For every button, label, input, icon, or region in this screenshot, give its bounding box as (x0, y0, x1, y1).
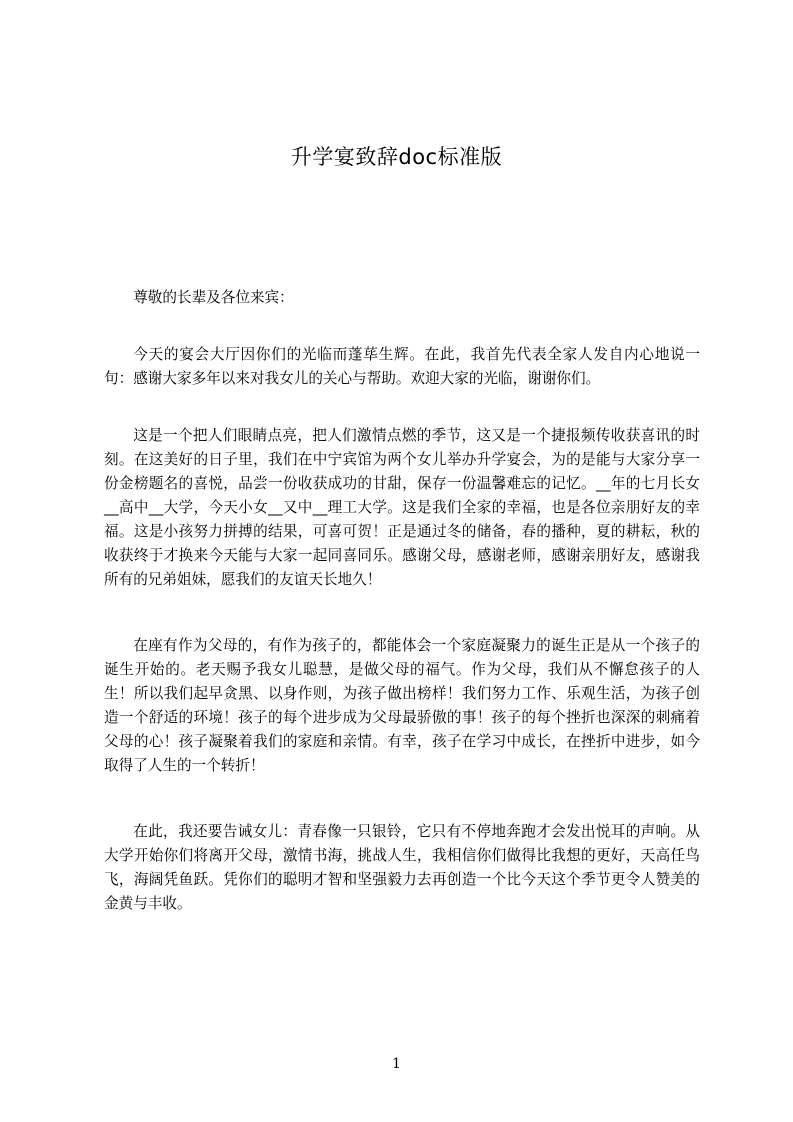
paragraph-parents: 在座有作为父母的，有作为孩子的，都能体会一个家庭凝聚力的诞生正是从一个孩子的诞生开始的。老天赐予我女儿聪慧，是做父母的福气。作为父母，我们从不懈怠孩子的人生！所以我们起早贪黑、以身作则，为孩子做出榜样！我们努力工作、乐观生活，为孩子创造一个舒适的环境！孩子的每个进步成为父母最骄傲的事！孩子的每个挫折也深深的刺痛着父母的心！孩子凝聚着我们的家庭和亲情。有幸，孩子在学习中成长，在挫折中进步，如今取得了人生的一个转折！ (104, 637, 700, 774)
salutation: 尊敬的长辈及各位来宾： (133, 289, 294, 306)
page-number: 1 (392, 1056, 401, 1072)
paragraph-welcome: 今天的宴会大厅因你们的光临而蓬荜生辉。在此，我首先代表全家人发自内心地说一句：感谢大家多年以来对我女儿的关心与帮助。欢迎大家的光临，谢谢你们。 (104, 346, 700, 387)
paragraph-advice: 在此，我还要告诫女儿：青春像一只银铃，它只有不停地奔跑才会发出悦耳的声响。从大学开始你们将离开父母，激情书海，挑战人生，我相信你们做得比我想的更好，天高任鸟飞，海阔凭鱼跃。凭你们的聪明才智和坚强毅力去再创造一个比今天这个季节更令人赞美的金黄与丰收。 (104, 823, 700, 912)
document-title: 升学宴致辞doc标准版 (290, 145, 503, 169)
paragraph-season: 这是一个把人们眼睛点亮，把人们激情点燃的季节，这又是一个捷报频传收获喜讯的时刻。在这美好的日子里，我们在中宁宾馆为两个女儿举办升学宴会，为的是能与大家分享一份金榜题名的喜悦，品尝一份收获成功的甘甜，保存一份温馨难忘的记忆。__年的七月长女__高中__大学，今天小女__又中__理工大学。这是我们全家的幸福，也是各位亲朋好友的幸福。这是小孩努力拼搏的结果，可喜可贺！正是通过冬的储备，春的播种，夏的耕耘，秋的收获终于才换来今天能与大家一起同喜同乐。感谢父母，感谢老师，感谢亲朋好友，感谢我所有的兄弟姐妹，愿我们的友谊天长地久！ (104, 427, 700, 588)
